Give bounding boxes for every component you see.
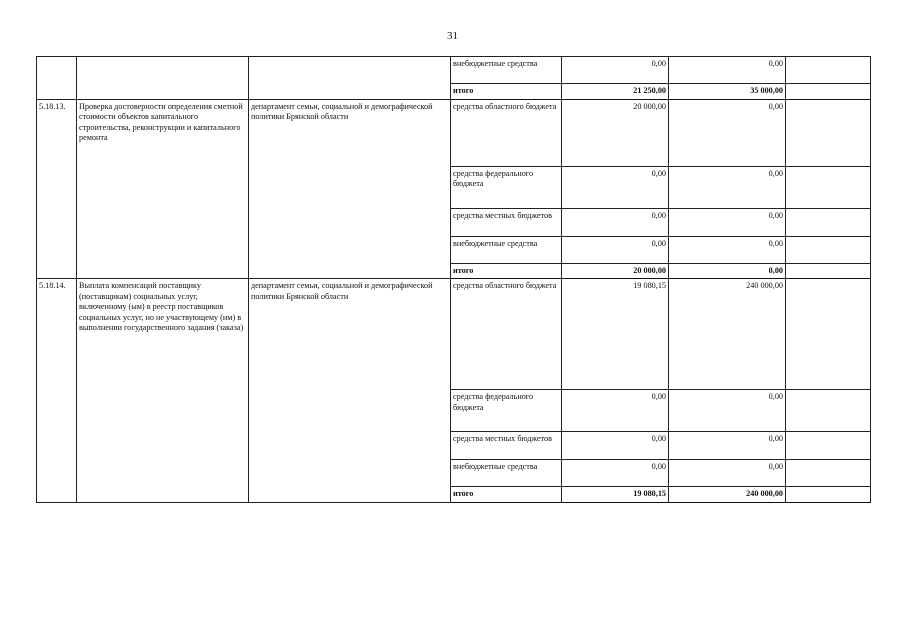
value-extra [786,390,871,432]
funding-source: средства местных бюджетов [451,208,562,236]
table-row [37,279,871,390]
value-extra [786,432,871,460]
funding-source: внебюджетные средства [451,460,562,487]
funding-source: итого [451,84,562,100]
funding-source: внебюджетные средства [451,57,562,84]
cell-number [37,57,77,100]
value-1: 0,00 [562,57,669,84]
funding-source: итого [451,487,562,503]
entry-number: 5.18.13. [37,99,77,279]
value-2: 0,00 [669,208,786,236]
entry-executor: департамент семьи, социальной и демографической политики Брянской области [249,99,451,279]
value-1: 0,00 [562,208,669,236]
funding-source: итого [451,263,562,279]
entry-name: Выплата компенсаций поставщику (поставщикам) социальных услуг, включенному (ым) в реестр поставщиков социальных услуг, но не участвующему (им) в выполнении государственного задания (заказа) [77,279,249,503]
value-2: 0,00 [669,432,786,460]
value-extra [786,236,871,263]
value-2: 240 000,00 [669,279,786,390]
value-1: 20 000,00 [562,99,669,166]
cell-name [77,57,249,100]
value-1: 0,00 [562,236,669,263]
value-2: 0,00 [669,99,786,166]
value-1: 21 250,00 [562,84,669,100]
value-1: 0,00 [562,460,669,487]
funding-source: средства областного бюджета [451,279,562,390]
value-extra [786,57,871,84]
value-extra [786,487,871,503]
funding-source: внебюджетные средства [451,236,562,263]
value-2: 0,00 [669,166,786,208]
funding-source: средства федерального бюджета [451,390,562,432]
value-2: 0,00 [669,57,786,84]
page-number: 31 [447,30,458,42]
value-2: 0,00 [669,236,786,263]
budget-table [36,56,871,503]
value-1: 0,00 [562,166,669,208]
table-row [37,99,871,166]
cell-executor [249,57,451,100]
value-1: 0,00 [562,432,669,460]
value-extra [786,84,871,100]
value-extra [786,263,871,279]
value-2: 240 000,00 [669,487,786,503]
entry-name: Проверка достоверности определения сметной стоимости объектов капитального строительства, реконструкции и капитального ремонта [77,99,249,279]
entry-executor: департамент семьи, социальной и демографической политики Брянской области [249,279,451,503]
table-row [37,57,871,84]
value-extra [786,99,871,166]
entry-number: 5.18.14. [37,279,77,503]
value-1: 0,00 [562,390,669,432]
value-extra [786,166,871,208]
value-1: 19 080,15 [562,279,669,390]
value-extra [786,208,871,236]
value-2: 0,00 [669,460,786,487]
value-1: 19 080,15 [562,487,669,503]
value-2: 35 000,00 [669,84,786,100]
funding-source: средства областного бюджета [451,99,562,166]
funding-source: средства местных бюджетов [451,432,562,460]
value-2: 0,00 [669,263,786,279]
value-2: 0,00 [669,390,786,432]
value-extra [786,460,871,487]
funding-source: средства федерального бюджета [451,166,562,208]
value-1: 20 000,00 [562,263,669,279]
value-extra [786,279,871,390]
